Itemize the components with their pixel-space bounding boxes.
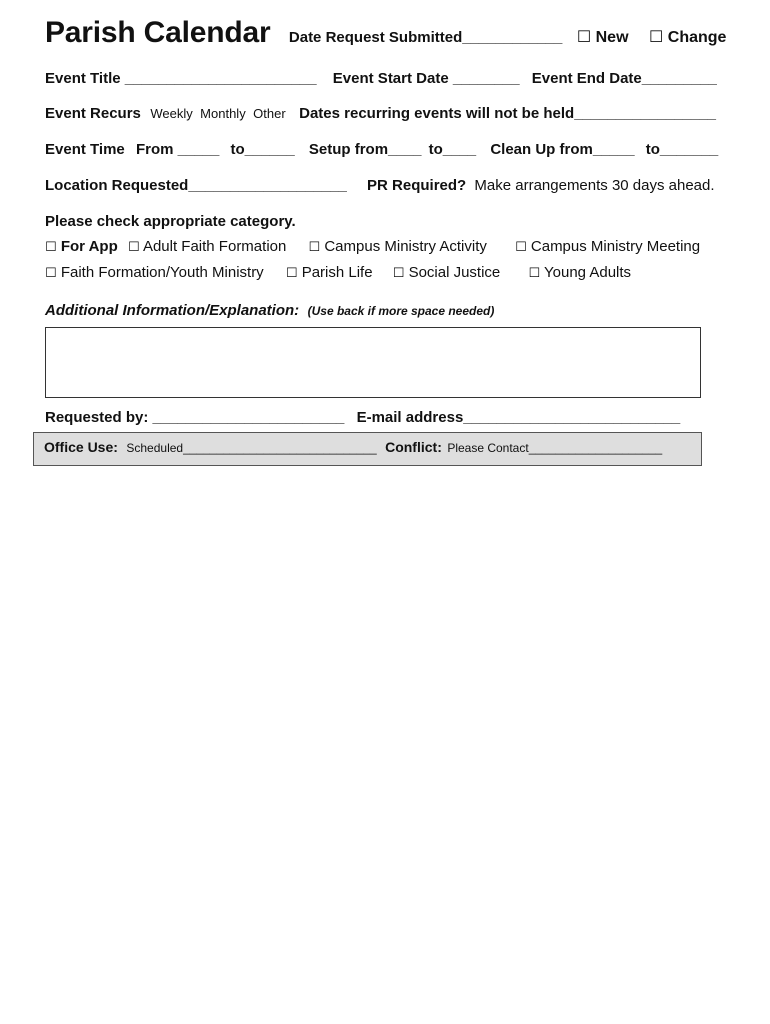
new-checkbox[interactable]: ☐ [576,29,592,46]
office-scheduled-field[interactable]: Scheduled_____________________________ [126,441,377,455]
category-heading: Please check appropriate category. [45,213,296,230]
category-row-2 [45,264,631,281]
new-label: New [595,29,629,46]
date-request-submitted-field[interactable]: Date Request Submitted____________ [288,29,563,46]
pr-required-label: PR Required? [367,177,467,194]
event-recurs-row [45,105,716,123]
location-row [45,177,715,194]
event-start-date-field[interactable]: Event Start Date ________ [332,70,520,87]
setup-from-field[interactable]: Setup from____ [308,141,422,158]
change-checkbox[interactable]: ☐ [648,29,664,46]
checkbox-for-app[interactable]: ☐ [45,240,57,255]
category-for-app-label: For App [60,238,118,255]
additional-info-row [45,302,494,320]
category-adult-faith-formation-label: Adult Faith Formation [142,238,287,255]
requested-by-row [45,409,680,426]
category-row-1 [45,238,700,255]
office-use-label: Office Use: [44,439,118,455]
event-end-date-field[interactable]: Event End Date_________ [531,70,717,87]
dates-not-held-field[interactable]: Dates recurring events will not be held_________________ [299,105,717,122]
office-conflict-label: Conflict: [385,439,442,455]
checkbox-social-justice[interactable]: ☐ [392,266,405,281]
change-label: Change [667,29,727,46]
additional-info-textbox[interactable] [45,327,701,398]
title-row [45,16,726,50]
pr-note: Make arrangements 30 days ahead. [474,177,715,194]
category-campus-ministry-meeting-label: Campus Ministry Meeting [530,238,701,255]
recurs-monthly-option[interactable]: Monthly [200,106,246,121]
category-faith-formation-youth-label: Faith Formation/Youth Ministry [60,264,264,281]
recurs-other-option[interactable]: Other [253,106,286,121]
office-contact-field[interactable]: Please Contact____________________ [447,441,663,455]
event-recurs-label: Event Recurs [45,105,141,122]
category-parish-life-label: Parish Life [301,264,373,281]
additional-info-note: (Use back if more space needed) [307,304,495,318]
page-title: Parish Calendar [45,16,271,49]
email-address-field[interactable]: E-mail address__________________________ [356,409,681,426]
requested-by-field[interactable]: Requested by: _______________________ [45,409,345,426]
checkbox-adult-faith-formation[interactable]: ☐ [127,240,140,255]
event-time-to-field[interactable]: to______ [230,141,295,158]
checkbox-parish-life[interactable]: ☐ [285,266,298,281]
office-use-box [33,432,702,466]
category-social-justice-label: Social Justice [408,264,501,281]
checkbox-faith-formation-youth[interactable]: ☐ [45,266,57,281]
cleanup-from-field[interactable]: Clean Up from_____ [490,141,635,158]
event-title-row [45,70,717,87]
category-campus-ministry-activity-label: Campus Ministry Activity [324,238,487,255]
event-title-field[interactable]: Event Title _______________________ [45,70,317,87]
additional-info-label: Additional Information/Explanation: [45,302,300,319]
event-time-label: Event Time [45,141,125,158]
cleanup-to-field[interactable]: to_______ [645,141,719,158]
event-time-from-field[interactable]: From _____ [135,141,220,158]
checkbox-young-adults[interactable]: ☐ [528,266,541,281]
checkbox-campus-ministry-activity[interactable]: ☐ [308,240,321,255]
category-young-adults-label: Young Adults [544,264,632,281]
event-time-row [45,141,718,158]
recurs-weekly-option[interactable]: Weekly [150,106,193,121]
checkbox-campus-ministry-meeting[interactable]: ☐ [515,240,527,255]
setup-to-field[interactable]: to____ [428,141,477,158]
location-requested-field[interactable]: Location Requested___________________ [45,177,347,194]
